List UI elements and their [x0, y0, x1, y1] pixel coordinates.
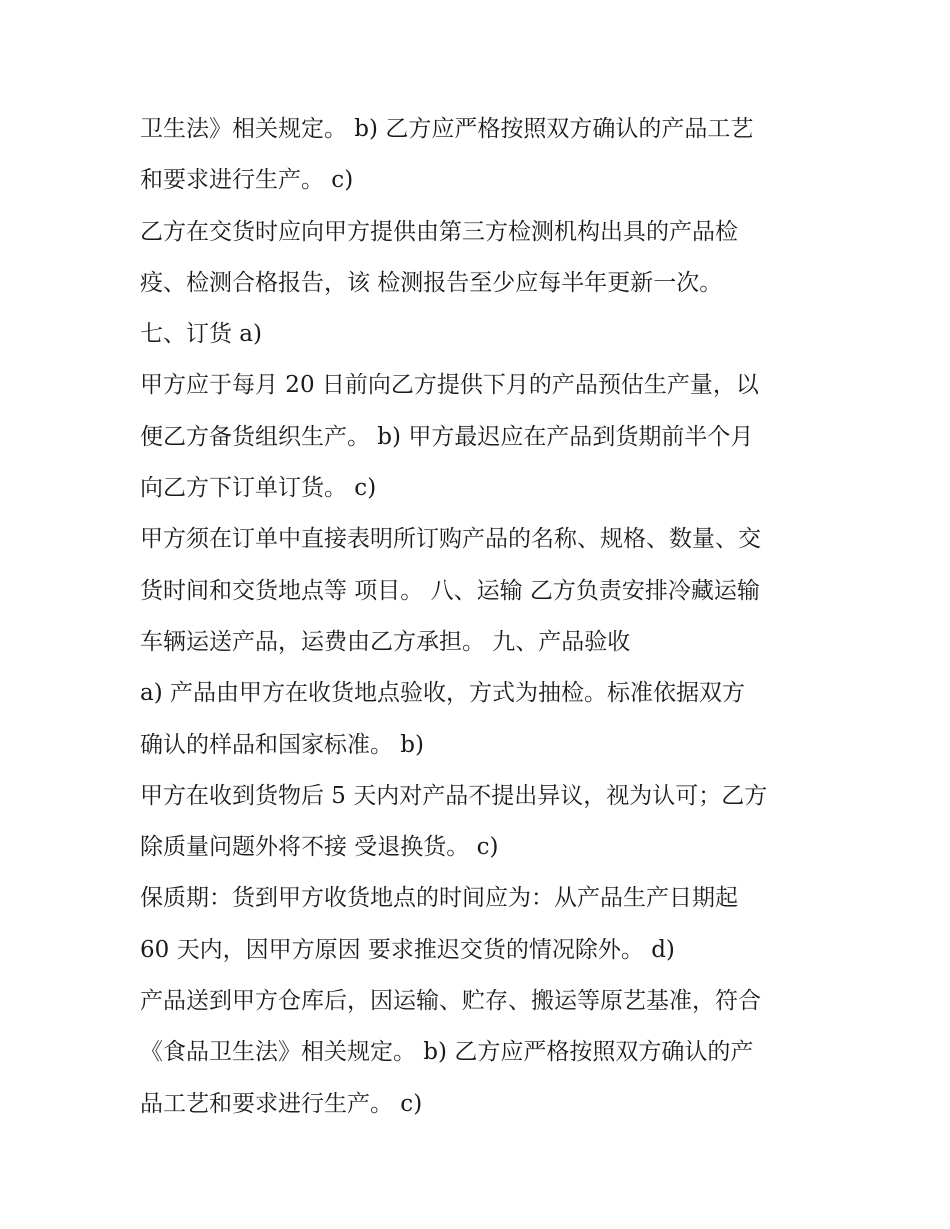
- text-line: 甲方须在订单中直接表明所订购产品的名称、规格、数量、交: [140, 526, 761, 553]
- text-line: 保质期：货到甲方收货地点的时间应为：从产品生产日期起: [140, 885, 738, 912]
- text-line: 品工艺和要求进行生产。 c): [140, 1090, 423, 1117]
- text-line: 和要求进行生产。 c): [140, 167, 354, 194]
- text-line: a) 产品由甲方在收货地点验收，方式为抽检。标准依据双方: [140, 680, 745, 707]
- text-line: 产品送到甲方仓库后，因运输、贮存、搬运等原艺基准，符合: [140, 988, 761, 1015]
- text-line: 除质量问题外将不接 受退换货。 c): [140, 834, 499, 861]
- section-heading-ordering: 七、订货 a): [140, 321, 262, 348]
- text-line: 向乙方下订单订货。 c): [140, 475, 377, 502]
- text-line: 乙方在交货时应向甲方提供由第三方检测机构出具的产品检: [140, 218, 738, 245]
- text-line: 疫、检测合格报告，该 检测报告至少应每半年更新一次。: [140, 269, 723, 296]
- text-line: 确认的样品和国家标准。 b): [140, 731, 425, 758]
- text-line: 《食品卫生法》相关规定。 b) 乙方应严格按照双方确认的产: [140, 1039, 754, 1066]
- text-line: 甲方应于每月 20 日前向乙方提供下月的产品预估生产量，以: [140, 372, 759, 399]
- text-line: 卫生法》相关规定。 b) 乙方应严格按照双方确认的产品工艺: [140, 116, 754, 142]
- text-line: 货时间和交货地点等 项目。 八、运输 乙方负责安排冷藏运输: [140, 577, 760, 604]
- text-line: 车辆运送产品，运费由乙方承担。 九、产品验收: [140, 628, 631, 655]
- contract-text: [140, 104, 830, 1130]
- text-line: 60 天内，因甲方原因 要求推迟交货的情况除外。 d): [140, 936, 675, 963]
- text-line: 便乙方备货组织生产。 b) 甲方最迟应在产品到货期前半个月: [140, 423, 754, 450]
- text-line: 甲方在收到货物后 5 天内对产品不提出异议，视为认可；乙方: [140, 782, 768, 809]
